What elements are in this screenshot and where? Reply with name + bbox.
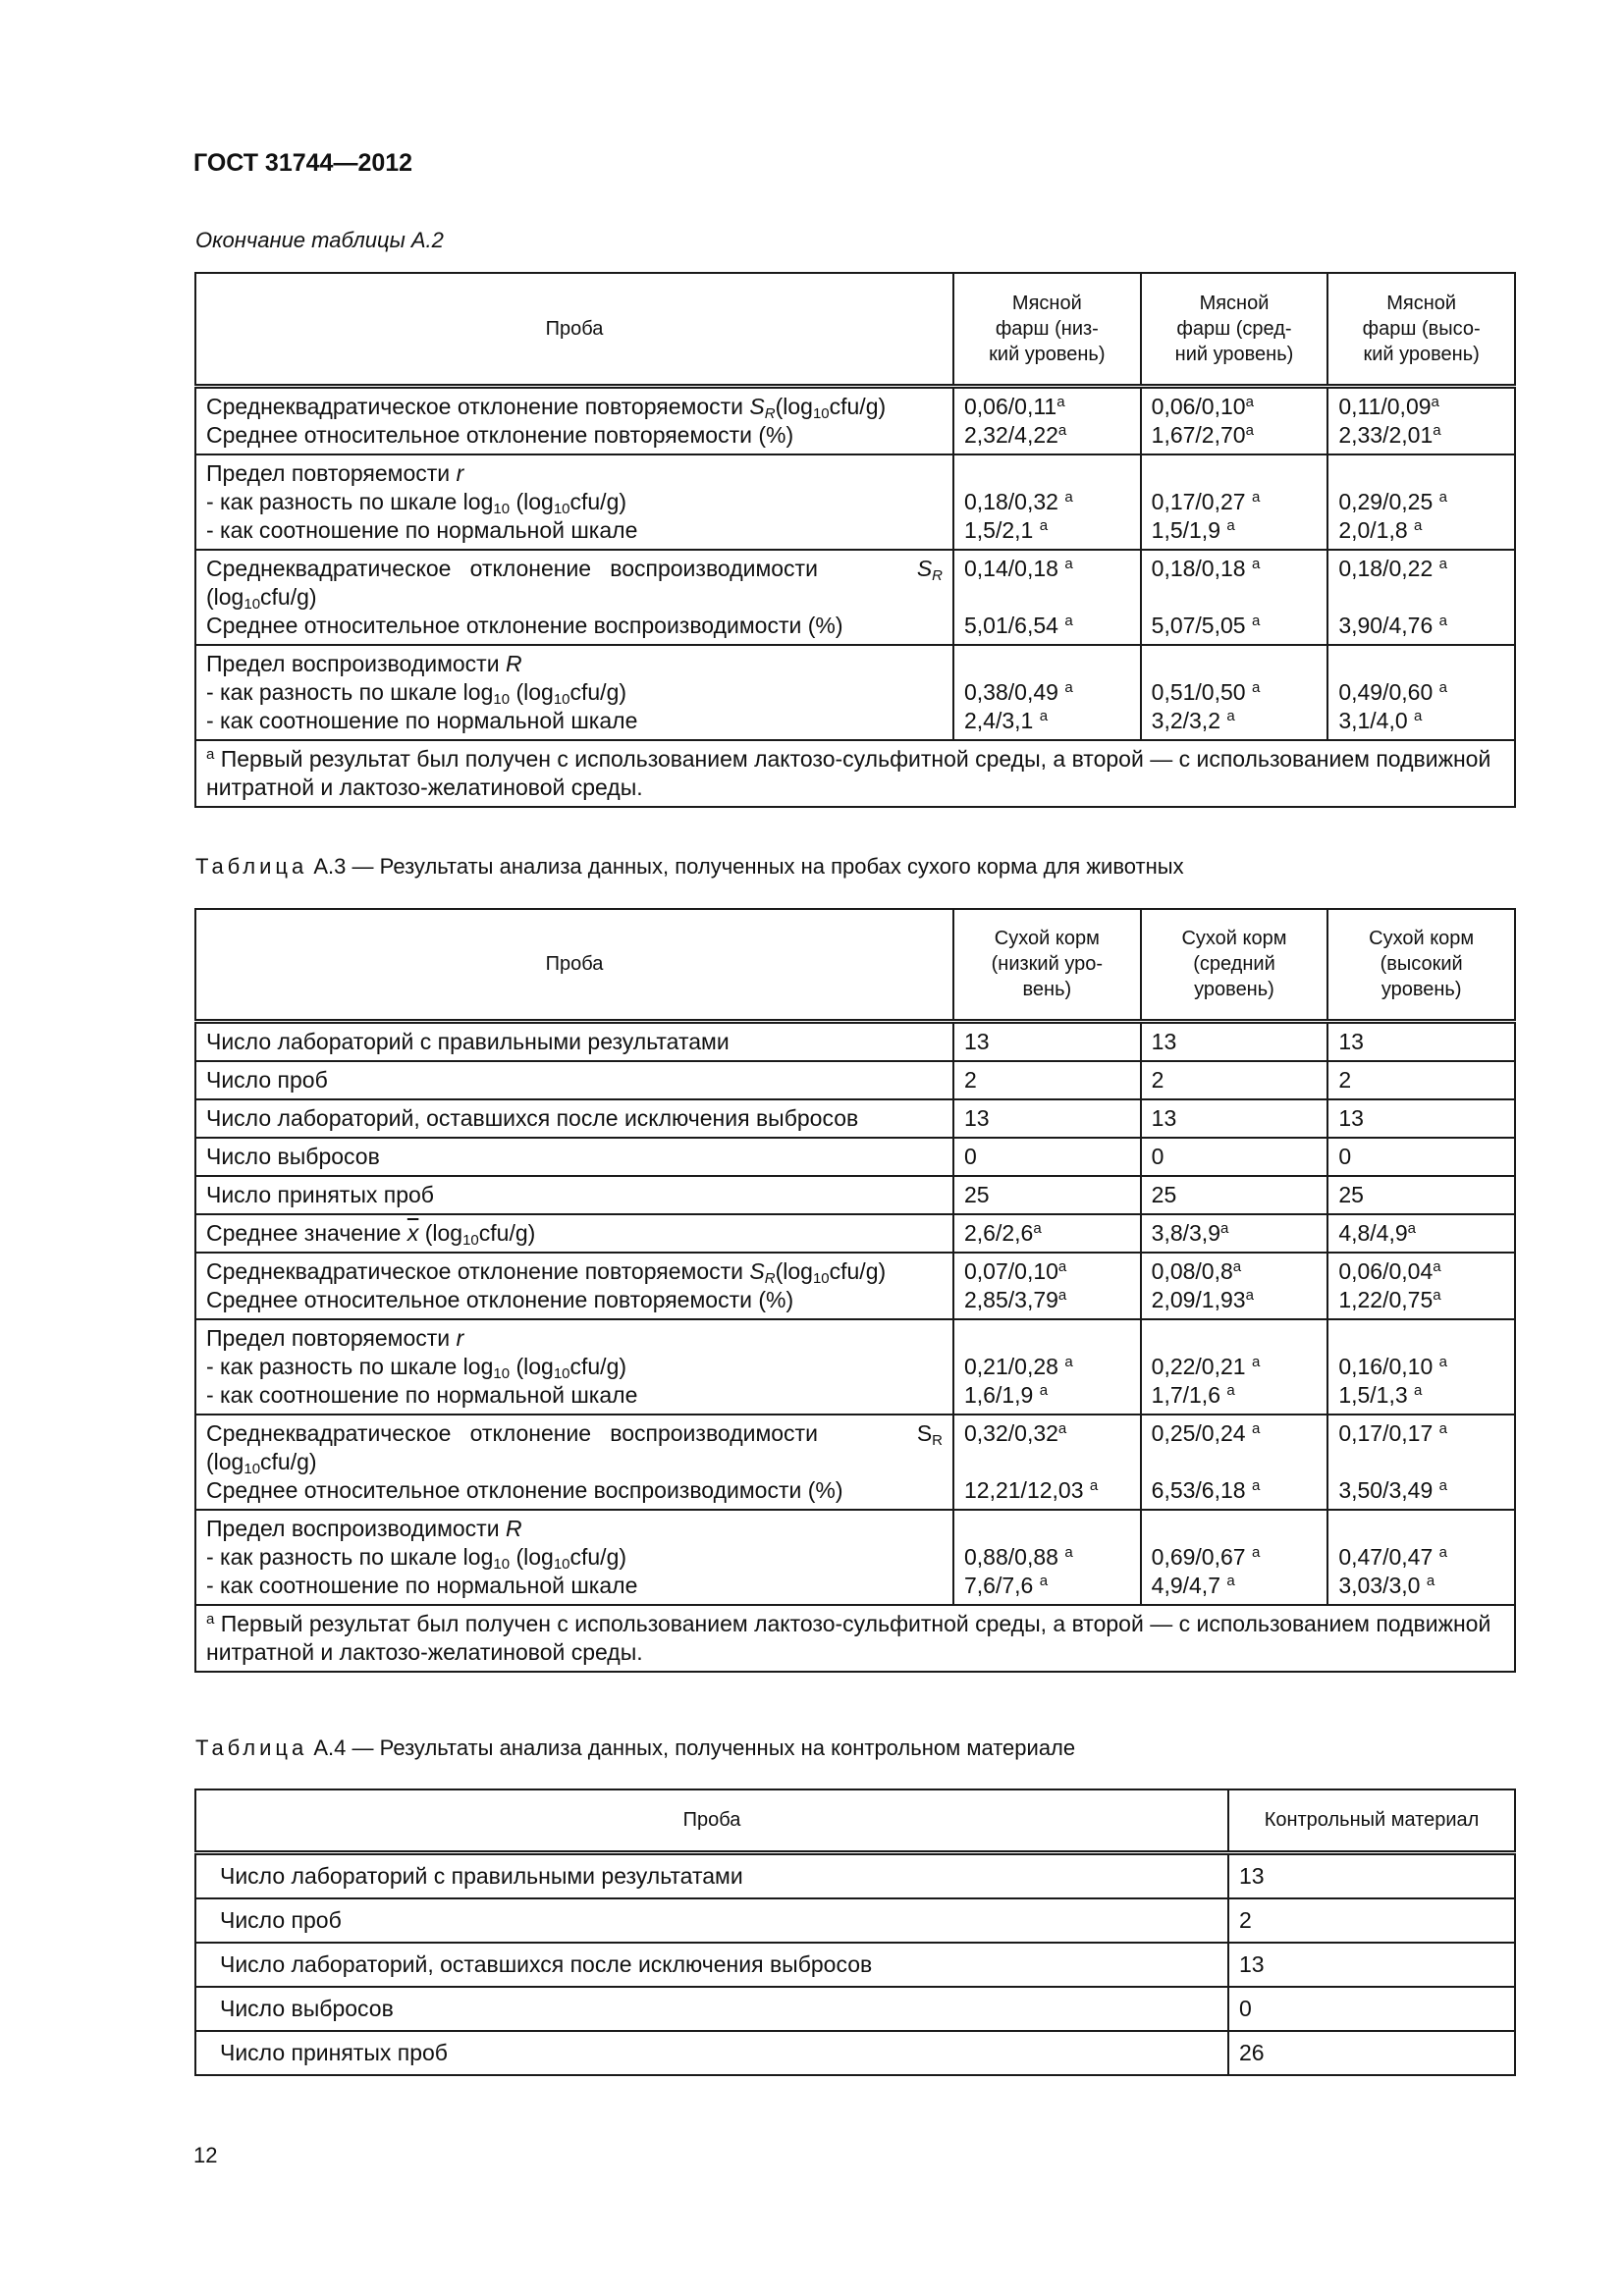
table-a3-caption: Таблица А.3 — Результаты анализа данных, полученных на пробах сухого корма для животных <box>195 854 1184 879</box>
cell-value: 2 <box>953 1061 1141 1099</box>
cell-value: 0 <box>1228 1987 1515 2031</box>
table-footnote: $^a$ Первый результат был получен с использованием лактозо-сульфитной среды, а второй — с использованием подвижной нитратной и лактозо-желатиновой среды. <box>195 1605 1515 1672</box>
row-label: Число выбросов <box>195 1138 953 1176</box>
cell-value: 0,29/0,25 $^a$ 2,0/1,8 $^a$ <box>1327 454 1515 550</box>
cell-value: 0 <box>953 1138 1141 1176</box>
cell-value: 0,25/0,24 $^a$ 6,53/6,18 $^a$ <box>1141 1415 1328 1510</box>
row-label: Число лабораторий с правильными результатами <box>195 1021 953 1061</box>
row-label: Среднеквадратическое отклонение повторяемости $S_R(\log_{10}cfu/g)$ Среднее относительное отклонение повторяемости (%) <box>195 386 953 454</box>
table-row <box>195 1987 1515 2031</box>
row-label: Предел воспроизводимости R - как разность по шкале $\log_{10} (\log_{10}cfu/g)$ - как соотношение по нормальной шкале <box>195 1510 953 1605</box>
table-row <box>195 1253 1515 1319</box>
row-label: Число принятых проб <box>195 2031 1228 2075</box>
row-label: Число выбросов <box>195 1987 1228 2031</box>
cell-value: 0 <box>1141 1138 1328 1176</box>
cell-value: 0,17/0,27 $^a$ 1,5/1,9 $^a$ <box>1141 454 1328 550</box>
table-a4-caption: Таблица А.4 — Результаты анализа данных, полученных на контрольном материале <box>195 1735 1076 1760</box>
table-row <box>195 550 1515 645</box>
cell-value: 0,38/0,49 $^a$ 2,4/3,1 $^a$ <box>953 645 1141 740</box>
cell-value: 13 <box>1327 1099 1515 1138</box>
table-row <box>195 1943 1515 1987</box>
table-row <box>195 1138 1515 1176</box>
cell-value: 0,08/0,8$^a$ 2,09/1,93$^a$ <box>1141 1253 1328 1319</box>
cell-value: 0,16/0,10 $^a$ 1,5/1,3 $^a$ <box>1327 1319 1515 1415</box>
cell-value: 0,07/0,10$^a$ 2,85/3,79$^a$ <box>953 1253 1141 1319</box>
cell-value: 0,49/0,60 $^a$ 3,1/4,0 $^a$ <box>1327 645 1515 740</box>
row-label: Среднеквадратическое отклонение воспроизводимости $S_R$ $(\log_{10}cfu/g)$ Среднее относительное отклонение воспроизводимости (%) <box>195 1415 953 1510</box>
cell-value: 0,06/0,10$^a$ 1,67/2,70$^a$ <box>1141 386 1328 454</box>
table-row <box>195 1898 1515 1943</box>
header-col-mid: Сухой корм (средний уровень) <box>1141 909 1328 1021</box>
table-row <box>195 1099 1515 1138</box>
table-a3 <box>194 908 1516 1673</box>
document-code: ГОСТ 31744—2012 <box>193 149 413 177</box>
cell-value: 0,18/0,22 $^a$ 3,90/4,76 $^a$ <box>1327 550 1515 645</box>
table-row <box>195 1510 1515 1605</box>
cell-value: 0,18/0,18 $^a$ 5,07/5,05 $^a$ <box>1141 550 1328 645</box>
table-a4 <box>194 1789 1516 2076</box>
table-a2 <box>194 272 1516 808</box>
cell-value: 25 <box>953 1176 1141 1214</box>
cell-value: 25 <box>1327 1176 1515 1214</box>
row-label: Среднее значение $\overline{x}$ $(\log_{10}cfu/g)$ <box>195 1214 953 1253</box>
cell-value: 2 <box>1228 1898 1515 1943</box>
cell-value: 0,06/0,11$^a$ 2,32/4,22$^a$ <box>953 386 1141 454</box>
cell-value: 2 <box>1327 1061 1515 1099</box>
table-a2-caption: Окончание таблицы А.2 <box>195 228 444 252</box>
header-col-high: Мясной фарш (высо- кий уровень) <box>1327 273 1515 386</box>
cell-value: 13 <box>1327 1021 1515 1061</box>
cell-value: 0,69/0,67 $^a$ 4,9/4,7 $^a$ <box>1141 1510 1328 1605</box>
table-row <box>195 1852 1515 1898</box>
cell-value: 2 <box>1141 1061 1328 1099</box>
table-row <box>195 645 1515 740</box>
cell-value: 0,88/0,88 $^a$ 7,6/7,6 $^a$ <box>953 1510 1141 1605</box>
table-row <box>195 1415 1515 1510</box>
table-row <box>195 1319 1515 1415</box>
cell-value: 0,06/0,04$^a$ 1,22/0,75$^a$ <box>1327 1253 1515 1319</box>
table-row <box>195 454 1515 550</box>
header-col-mid: Мясной фарш (сред- ний уровень) <box>1141 273 1328 386</box>
cell-value: 3,8/3,9$^a$ <box>1141 1214 1328 1253</box>
table-row <box>195 386 1515 454</box>
page-number: 12 <box>193 2143 218 2167</box>
table-row <box>195 2031 1515 2075</box>
row-label: Число принятых проб <box>195 1176 953 1214</box>
cell-value: 0,32/0,32$^a$ 12,21/12,03 $^a$ <box>953 1415 1141 1510</box>
cell-value: 13 <box>1141 1021 1328 1061</box>
cell-value: 0,22/0,21 $^a$ 1,7/1,6 $^a$ <box>1141 1319 1328 1415</box>
cell-value: 0,47/0,47 $^a$ 3,03/3,0 $^a$ <box>1327 1510 1515 1605</box>
cell-value: 13 <box>953 1021 1141 1061</box>
cell-value: 13 <box>953 1099 1141 1138</box>
cell-value: 0,11/0,09$^a$ 2,33/2,01$^a$ <box>1327 386 1515 454</box>
table-row <box>195 1214 1515 1253</box>
table-row <box>195 1021 1515 1061</box>
row-label: Предел повторяемости r - как разность по шкале $\log_{10} (\log_{10}cfu/g)$ - как соотношение по нормальной шкале <box>195 1319 953 1415</box>
cell-value: 0 <box>1327 1138 1515 1176</box>
header-probe: Проба <box>195 1789 1228 1852</box>
cell-value: 4,8/4,9$^a$ <box>1327 1214 1515 1253</box>
row-label: Среднеквадратическое отклонение воспроизводимости $S_R$ $(\log_{10}cfu/g)$ Среднее относительное отклонение воспроизводимости (%) <box>195 550 953 645</box>
header-col-low: Сухой корм (низкий уро- вень) <box>953 909 1141 1021</box>
cell-value: 0,21/0,28 $^a$ 1,6/1,9 $^a$ <box>953 1319 1141 1415</box>
cell-value: 0,51/0,50 $^a$ 3,2/3,2 $^a$ <box>1141 645 1328 740</box>
cell-value: 0,14/0,18 $^a$ 5,01/6,54 $^a$ <box>953 550 1141 645</box>
cell-value: 2,6/2,6$^a$ <box>953 1214 1141 1253</box>
row-label: Среднеквадратическое отклонение повторяемости $S_R(\log_{10}cfu/g)$ Среднее относительное отклонение повторяемости (%) <box>195 1253 953 1319</box>
table-row <box>195 1176 1515 1214</box>
table-row <box>195 1061 1515 1099</box>
cell-value: 25 <box>1141 1176 1328 1214</box>
header-probe: Проба <box>195 273 953 386</box>
header-col-low: Мясной фарш (низ- кий уровень) <box>953 273 1141 386</box>
row-label: Число лабораторий с правильными результатами <box>195 1852 1228 1898</box>
row-label: Число лабораторий, оставшихся после исключения выбросов <box>195 1943 1228 1987</box>
cell-value: 0,17/0,17 $^a$ 3,50/3,49 $^a$ <box>1327 1415 1515 1510</box>
cell-value: 0,18/0,32 $^a$ 1,5/2,1 $^a$ <box>953 454 1141 550</box>
cell-value: 26 <box>1228 2031 1515 2075</box>
cell-value: 13 <box>1228 1852 1515 1898</box>
row-label: Предел повторяемости r - как разность по шкале $\log_{10} (\log_{10}cfu/g)$ - как соотношение по нормальной шкале <box>195 454 953 550</box>
header-col-high: Сухой корм (высокий уровень) <box>1327 909 1515 1021</box>
cell-value: 13 <box>1228 1943 1515 1987</box>
row-label: Число лабораторий, оставшихся после исключения выбросов <box>195 1099 953 1138</box>
row-label: Число проб <box>195 1061 953 1099</box>
cell-value: 13 <box>1141 1099 1328 1138</box>
header-probe: Проба <box>195 909 953 1021</box>
row-label: Число проб <box>195 1898 1228 1943</box>
row-label: Предел воспроизводимости R - как разность по шкале $\log_{10} (\log_{10}cfu/g)$ - как соотношение по нормальной шкале <box>195 645 953 740</box>
header-control-material: Контрольный материал <box>1228 1789 1515 1852</box>
table-footnote: $^a$ Первый результат был получен с использованием лактозо-сульфитной среды, а второй — с использованием подвижной нитратной и лактозо-желатиновой среды. <box>195 740 1515 807</box>
